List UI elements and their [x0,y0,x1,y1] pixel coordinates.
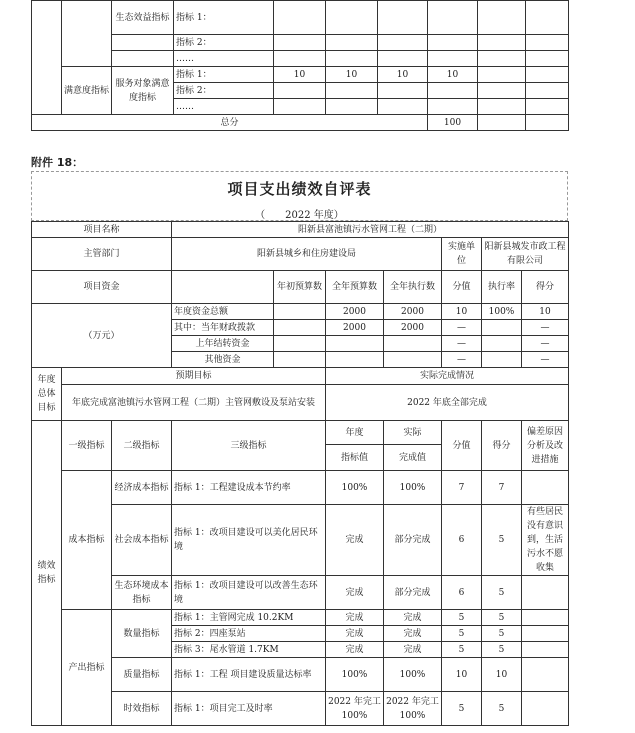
cell-value: 10 [326,67,378,83]
row-reason [522,642,569,658]
h-score: 得分 [482,421,522,471]
row-level3: 指标 1：工程 项目建设质量达标率 [172,658,326,692]
row-actual: 部分完成 [384,576,442,610]
row-score: 5 [482,505,522,576]
fund-init [274,336,326,352]
row-actual: 100% [384,471,442,505]
fund-value: — [442,320,482,336]
row-actual: 部分完成 [384,505,442,576]
row-reason [522,610,569,626]
attachment-label: 附件 18： [31,156,84,169]
row-value: 6 [442,505,482,576]
funds-unit: （万元） [32,304,172,368]
h-reason: 偏差原因分析及改进措施 [522,421,569,471]
h-target: 指标值 [326,445,384,471]
h-done: 完成值 [384,445,442,471]
fund-budget [326,352,384,368]
h-annual: 年度 [326,421,384,445]
row-level2: 时效指标 [112,692,172,726]
total-label: 总分 [32,115,428,131]
row-level3: 指标 3：尾水管道 1.7KM [172,642,326,658]
row-value: 5 [442,626,482,642]
fund-init [274,320,326,336]
fund-init [274,352,326,368]
fund-budget [326,336,384,352]
page-title: 项目支出绩效自评表 [227,180,372,198]
fund-budget: 2000 [326,304,384,320]
row-actual: 完成 [384,626,442,642]
cell-value: 10 [274,67,326,83]
output-label: 产出指标 [62,610,112,726]
col-full-budget: 全年预算数 [326,271,384,304]
fund-value: — [442,352,482,368]
indicator-label: 指标 1： [174,1,274,35]
fund-score: — [522,320,569,336]
row-value: 7 [442,471,482,505]
col-init-budget: 年初预算数 [274,271,326,304]
row-score: 5 [482,576,522,610]
row-target: 完成 [326,576,384,610]
row-score: 7 [482,471,522,505]
level2-label: 服务对象满意度指标 [112,67,174,115]
row-level2: 质量指标 [112,658,172,692]
exec-unit-label: 实施单位 [442,238,482,271]
fund-init [274,304,326,320]
fund-exec [384,336,442,352]
goal-expected-label: 预期目标 [62,368,326,385]
indicator-label: …… [174,51,274,67]
level2-label: 生态效益指标 [112,1,174,35]
goal-expected: 年底完成富池镇污水管网工程（二期）主管网敷设及泵站安装 [62,385,326,421]
year-label: （ 2022 年度） [255,210,344,221]
fund-row-label: 其中：当年财政拨款 [172,320,274,336]
fund-value: 10 [442,304,482,320]
fund-row-label: 年度资金总额 [172,304,274,320]
row-level2: 生态环境成本指标 [112,576,172,610]
row-value: 5 [442,610,482,626]
row-actual: 2022 年完工 100% [384,692,442,726]
row-target: 完成 [326,610,384,626]
cell-value: 10 [378,67,428,83]
row-level3: 指标 2：四座泵站 [172,626,326,642]
row-level3: 指标 1：工程建设成本节约率 [172,471,326,505]
perf-label: 绩效指标 [32,421,62,726]
goal-actual: 2022 年底全部完成 [326,385,569,421]
h-level1: 一级指标 [62,421,112,471]
row-actual: 100% [384,658,442,692]
col-full-exec: 全年执行数 [384,271,442,304]
row-reason [522,658,569,692]
row-level2: 社会成本指标 [112,505,172,576]
fund-score: — [522,336,569,352]
row-target: 完成 [326,505,384,576]
row-level3: 指标 1：改项目建设可以美化居民环境 [172,505,326,576]
h-value: 分值 [442,421,482,471]
cell-value: 10 [428,67,478,83]
row-value: 5 [442,692,482,726]
row-level3: 指标 1：改项目建设可以改善生态环境 [172,576,326,610]
goal-label: 年度总体目标 [32,368,62,421]
row-reason: 有些居民没有意识到，生活污水不愿收集 [522,505,569,576]
level1-label: 满意度指标 [62,67,112,115]
col-score: 得分 [522,271,569,304]
row-target: 100% [326,658,384,692]
fund-score: — [522,352,569,368]
indicator-label: …… [174,99,274,115]
indicator-label: 指标 1： [174,67,274,83]
dept-label: 主管部门 [32,238,172,271]
row-reason [522,692,569,726]
fund-budget: 2000 [326,320,384,336]
row-value: 6 [442,576,482,610]
fund-row-label: 上年结转资金 [172,336,274,352]
row-actual: 完成 [384,642,442,658]
row-target: 完成 [326,642,384,658]
row-score: 5 [482,610,522,626]
row-score: 5 [482,692,522,726]
fund-exec: 2000 [384,304,442,320]
col-score-value: 分值 [442,271,482,304]
col-exec-rate: 执行率 [482,271,522,304]
fund-rate [482,352,522,368]
indicator-label: 指标 2： [174,83,274,99]
indicator-label: 指标 2： [174,35,274,51]
fund-rate [482,320,522,336]
row-value: 10 [442,658,482,692]
row-level3: 指标 1：项目完工及时率 [172,692,326,726]
fund-value: — [442,336,482,352]
row-value: 5 [442,642,482,658]
dept: 阳新县城乡和住房建设局 [172,238,442,271]
row-score: 5 [482,626,522,642]
h-level3: 三级指标 [172,421,326,471]
row-reason [522,626,569,642]
project-name: 阳新县富池镇污水管网工程（二期） [172,222,569,238]
row-level3: 指标 1：主管网完成 10.2KM [172,610,326,626]
fund-score: 10 [522,304,569,320]
row-actual: 完成 [384,610,442,626]
row-level2: 数量指标 [112,610,172,658]
fund-rate: 100% [482,304,522,320]
row-level2: 经济成本指标 [112,471,172,505]
h-actual: 实际 [384,421,442,445]
funds-label: 项目资金 [32,271,172,304]
row-target: 完成 [326,626,384,642]
row-reason [522,576,569,610]
goal-actual-label: 实际完成情况 [326,368,569,385]
row-target: 2022 年完工 100% [326,692,384,726]
title-box [31,171,568,221]
fund-rate [482,336,522,352]
fund-exec: 2000 [384,320,442,336]
row-score: 10 [482,658,522,692]
previous-table-fragment [31,0,569,131]
fund-row-label: 其他资金 [172,352,274,368]
row-target: 100% [326,471,384,505]
project-name-label: 项目名称 [32,222,172,238]
total-value: 100 [428,115,478,131]
row-reason [522,471,569,505]
row-score: 5 [482,642,522,658]
h-level2: 二级指标 [112,421,172,471]
self-evaluation-table [31,221,569,726]
fund-exec [384,352,442,368]
exec-unit: 阳新县城发市政工程有限公司 [482,238,569,271]
cost-label: 成本指标 [62,471,112,610]
